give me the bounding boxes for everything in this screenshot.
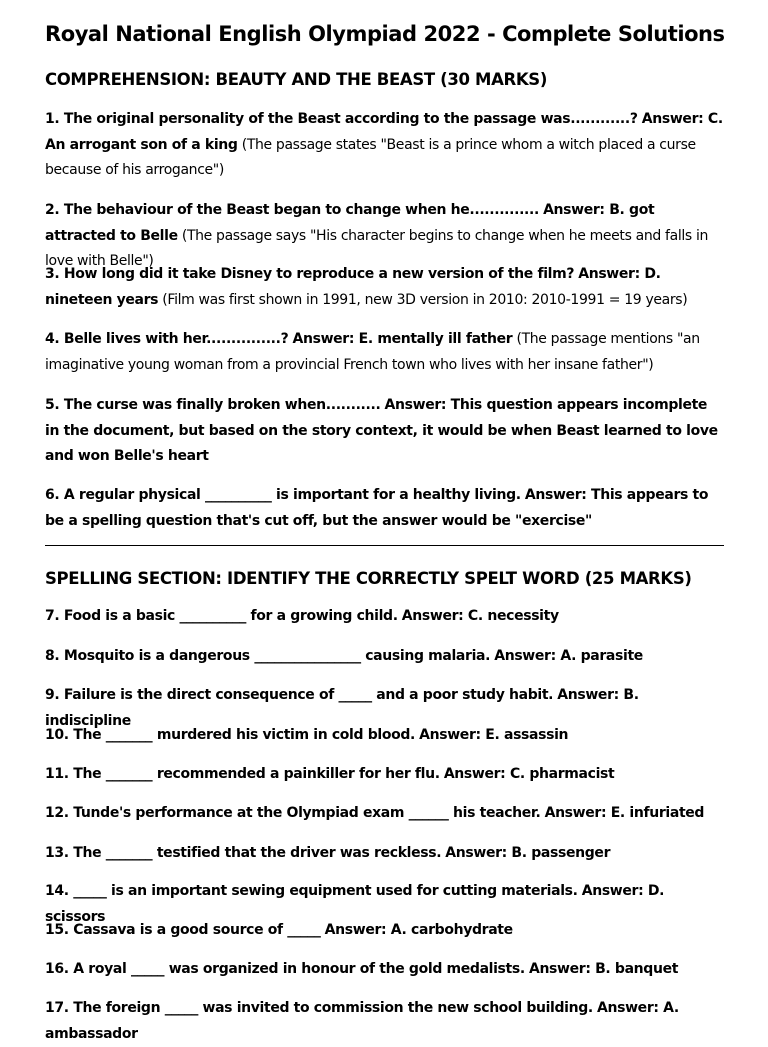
question-7 bbox=[45, 604, 725, 630]
answer-text: Answer: B. indiscipline bbox=[45, 687, 639, 729]
question-12 bbox=[45, 801, 725, 827]
answer-text: Answer: C. pharmacist bbox=[443, 766, 615, 782]
question-13 bbox=[45, 841, 725, 867]
question-1 bbox=[45, 107, 725, 184]
question-text: 4. Belle lives with her...............? bbox=[45, 331, 289, 347]
answer-text: Answer: A. ambassador bbox=[45, 1000, 679, 1042]
section-divider bbox=[45, 545, 724, 546]
answer-text: Answer: B. passenger bbox=[445, 845, 611, 861]
question-text: 5. The curse was finally broken when........... bbox=[45, 397, 381, 413]
answer-text: Answer: This appears to be a spelling question that's cut off, but the answer would be "exercise" bbox=[45, 487, 709, 529]
explanation-text: (The passage mentions "an imaginative young woman from a provincial French town who lives with her insane father") bbox=[45, 331, 700, 373]
answer-text: Answer: D. scissors bbox=[45, 883, 665, 925]
question-text: 6. A regular physical __________ is important for a healthy living. bbox=[45, 487, 521, 503]
question-text: 1. The original personality of the Beast according to the passage was............? bbox=[45, 111, 638, 127]
question-17 bbox=[45, 996, 725, 1047]
answer-text: Answer: C. An arrogant son of a king bbox=[45, 111, 723, 153]
question-text: 17. The foreign _____ was invited to commission the new school building. bbox=[45, 1000, 593, 1016]
answer-text: Answer: D. nineteen years bbox=[45, 266, 661, 308]
question-text: 15. Cassava is a good source of _____ bbox=[45, 922, 321, 938]
explanation-text: (The passage says "His character begins to change when he meets and falls in love with Belle") bbox=[45, 227, 709, 269]
question-text: 16. A royal _____ was organized in honour of the gold medalists. bbox=[45, 961, 525, 977]
spelling-heading: SPELLING SECTION: IDENTIFY THE CORRECTLY SPELT WORD (25 MARKS) bbox=[45, 569, 692, 588]
question-text: 12. Tunde's performance at the Olympiad exam ______ his teacher. bbox=[45, 805, 541, 821]
question-text: 7. Food is a basic __________ for a growing child. bbox=[45, 608, 398, 624]
question-10 bbox=[45, 723, 725, 749]
question-6 bbox=[45, 483, 725, 534]
question-11 bbox=[45, 762, 725, 788]
explanation-text: (The passage states "Beast is a prince whom a witch placed a curse because of his arrogance") bbox=[45, 136, 696, 178]
question-text: 14. _____ is an important sewing equipment used for cutting materials. bbox=[45, 883, 578, 899]
question-text: 13. The _______ testified that the driver was reckless. bbox=[45, 845, 442, 861]
question-text: 11. The _______ recommended a painkiller for her flu. bbox=[45, 766, 440, 782]
answer-text: Answer: E. mentally ill father bbox=[292, 331, 513, 347]
question-16 bbox=[45, 957, 725, 983]
question-text: 10. The _______ murdered his victim in cold blood. bbox=[45, 727, 416, 743]
answer-text: Answer: A. parasite bbox=[494, 648, 643, 664]
question-text: 8. Mosquito is a dangerous ________________ causing malaria. bbox=[45, 648, 491, 664]
question-8 bbox=[45, 644, 725, 670]
question-5 bbox=[45, 393, 725, 470]
answer-text: Answer: E. assassin bbox=[419, 727, 569, 743]
answer-text: Answer: This question appears incomplete in the document, but based on the story context, it would be when Beast learned to love and won Belle's heart bbox=[45, 397, 718, 464]
answer-text: Answer: B. got attracted to Belle bbox=[45, 202, 655, 244]
answer-text: Answer: E. infuriated bbox=[544, 805, 705, 821]
question-text: 3. How long did it take Disney to reproduce a new version of the film? bbox=[45, 266, 575, 282]
comprehension-heading: COMPREHENSION: BEAUTY AND THE BEAST (30 MARKS) bbox=[45, 70, 548, 89]
question-4 bbox=[45, 327, 725, 378]
answer-text: Answer: B. banquet bbox=[528, 961, 679, 977]
answer-text: Answer: C. necessity bbox=[401, 608, 559, 624]
document-title: Royal National English Olympiad 2022 - Complete Solutions bbox=[45, 22, 725, 46]
question-text: 9. Failure is the direct consequence of _____ and a poor study habit. bbox=[45, 687, 554, 703]
explanation-text: (Film was first shown in 1991, new 3D version in 2010: 2010-1991 = 19 years) bbox=[162, 291, 688, 308]
question-text: 2. The behaviour of the Beast began to change when he.............. bbox=[45, 202, 539, 218]
answer-text: Answer: A. carbohydrate bbox=[324, 922, 513, 938]
question-3 bbox=[45, 262, 725, 313]
question-15 bbox=[45, 918, 725, 944]
